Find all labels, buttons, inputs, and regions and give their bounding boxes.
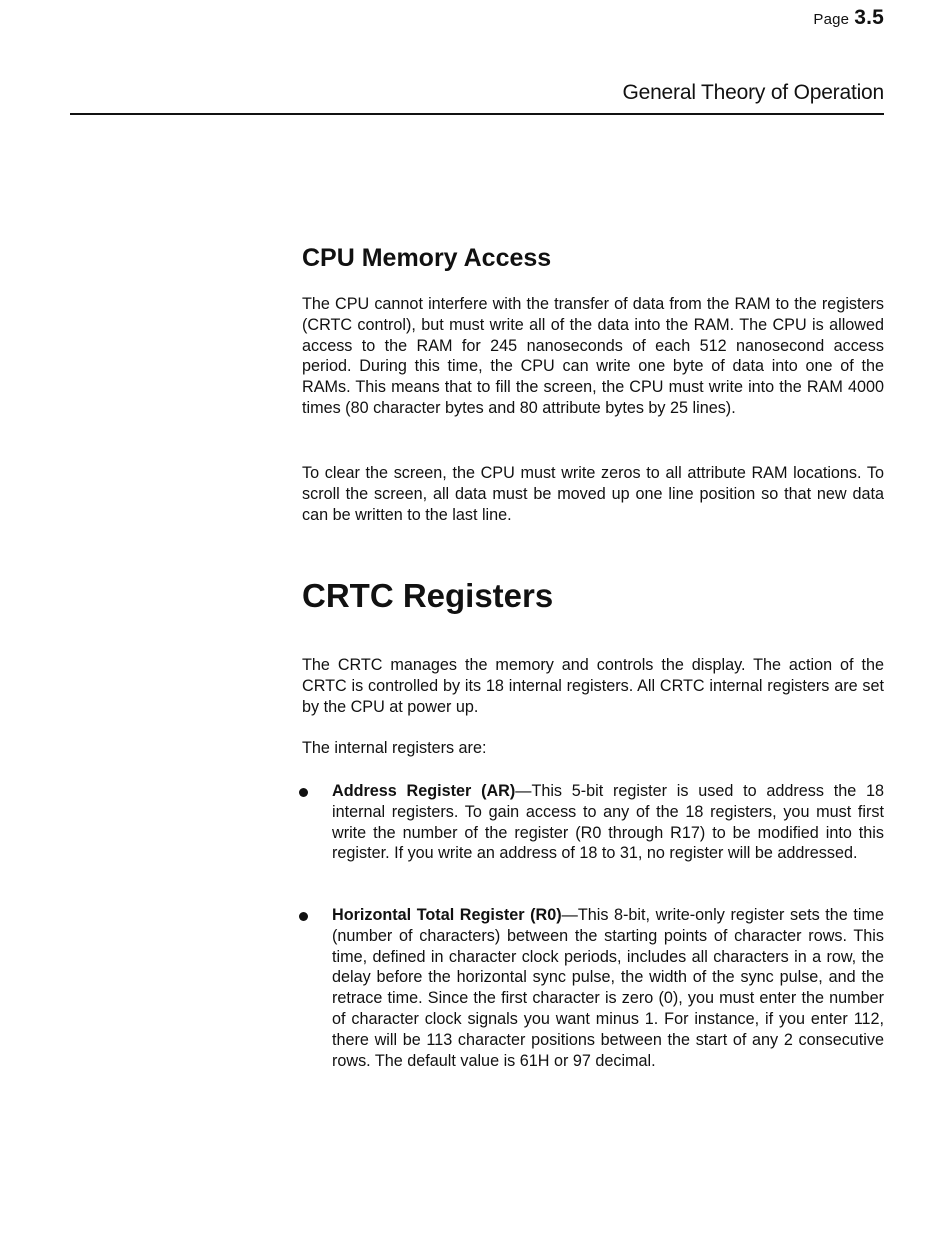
paragraph-cpu-memory-1: The CPU cannot interfere with the transfer of data from the RAM to the registers (CRTC control), but must write all of the data into the RAM. The CPU is allowed access to the RAM for 245 nanoseconds of each 512 nanosecond access period. During this time, the CPU can write one byte of data into one of the RAMs. This means that to fill the screen, the CPU must write into the RAM 4000 times (80 character bytes and 80 attribute bytes by 25 lines). [302,295,884,417]
paragraph-crtc-1: The CRTC manages the memory and controls the display. The action of the CRTC is controlled by its 18 internal registers. All CRTC internal registers are set by the CPU at power up. [302,656,884,716]
section-heading-crtc-registers: CRTC Registers [302,577,554,614]
bullet-icon [299,788,308,797]
paragraph-cpu-memory-2: To clear the screen, the CPU must write zeros to all attribute RAM locations. To scroll the screen, all data must be moved up one line position so that new data can be written to the last line. [302,464,884,524]
bullet-icon [299,912,308,921]
paragraph-crtc-2: The internal registers are: [302,739,487,757]
list-item-term: Horizontal Total Register (R0) [332,906,562,924]
page-number-value: 3.5 [854,6,884,29]
list-item-text [332,781,884,864]
list-item-description: —This 8-bit, write-only register sets the time (number of characters) between the starting points of character rows. This time, defined in character clock periods, includes all characters in a row, the delay before the horizontal sync pulse, the width of the sync pulse, and the retrace time. Since the first character is zero (0), you must enter the number of character clock signals you want minus 1. For instance, if you enter 112, there will be 113 character positions between the start of any 2 consecutive rows. The default value is 61H or 97 decimal. [332,906,884,1070]
header-rule [70,113,884,115]
page-number-label: Page [813,11,850,28]
section-heading-cpu-memory-access: CPU Memory Access [302,244,552,272]
list-item-description: —This 5-bit register is used to address the 18 internal registers. To gain access to any of the 18 registers, you must first write the number of the register (R0 through R17) to be modified into this register. If you write an address of 18 to 31, no register will be addressed. [332,782,884,863]
list-item-text [332,905,884,1071]
running-header-title: General Theory of Operation [622,81,884,104]
list-item-term: Address Register (AR) [332,782,516,800]
page-number [813,6,884,30]
